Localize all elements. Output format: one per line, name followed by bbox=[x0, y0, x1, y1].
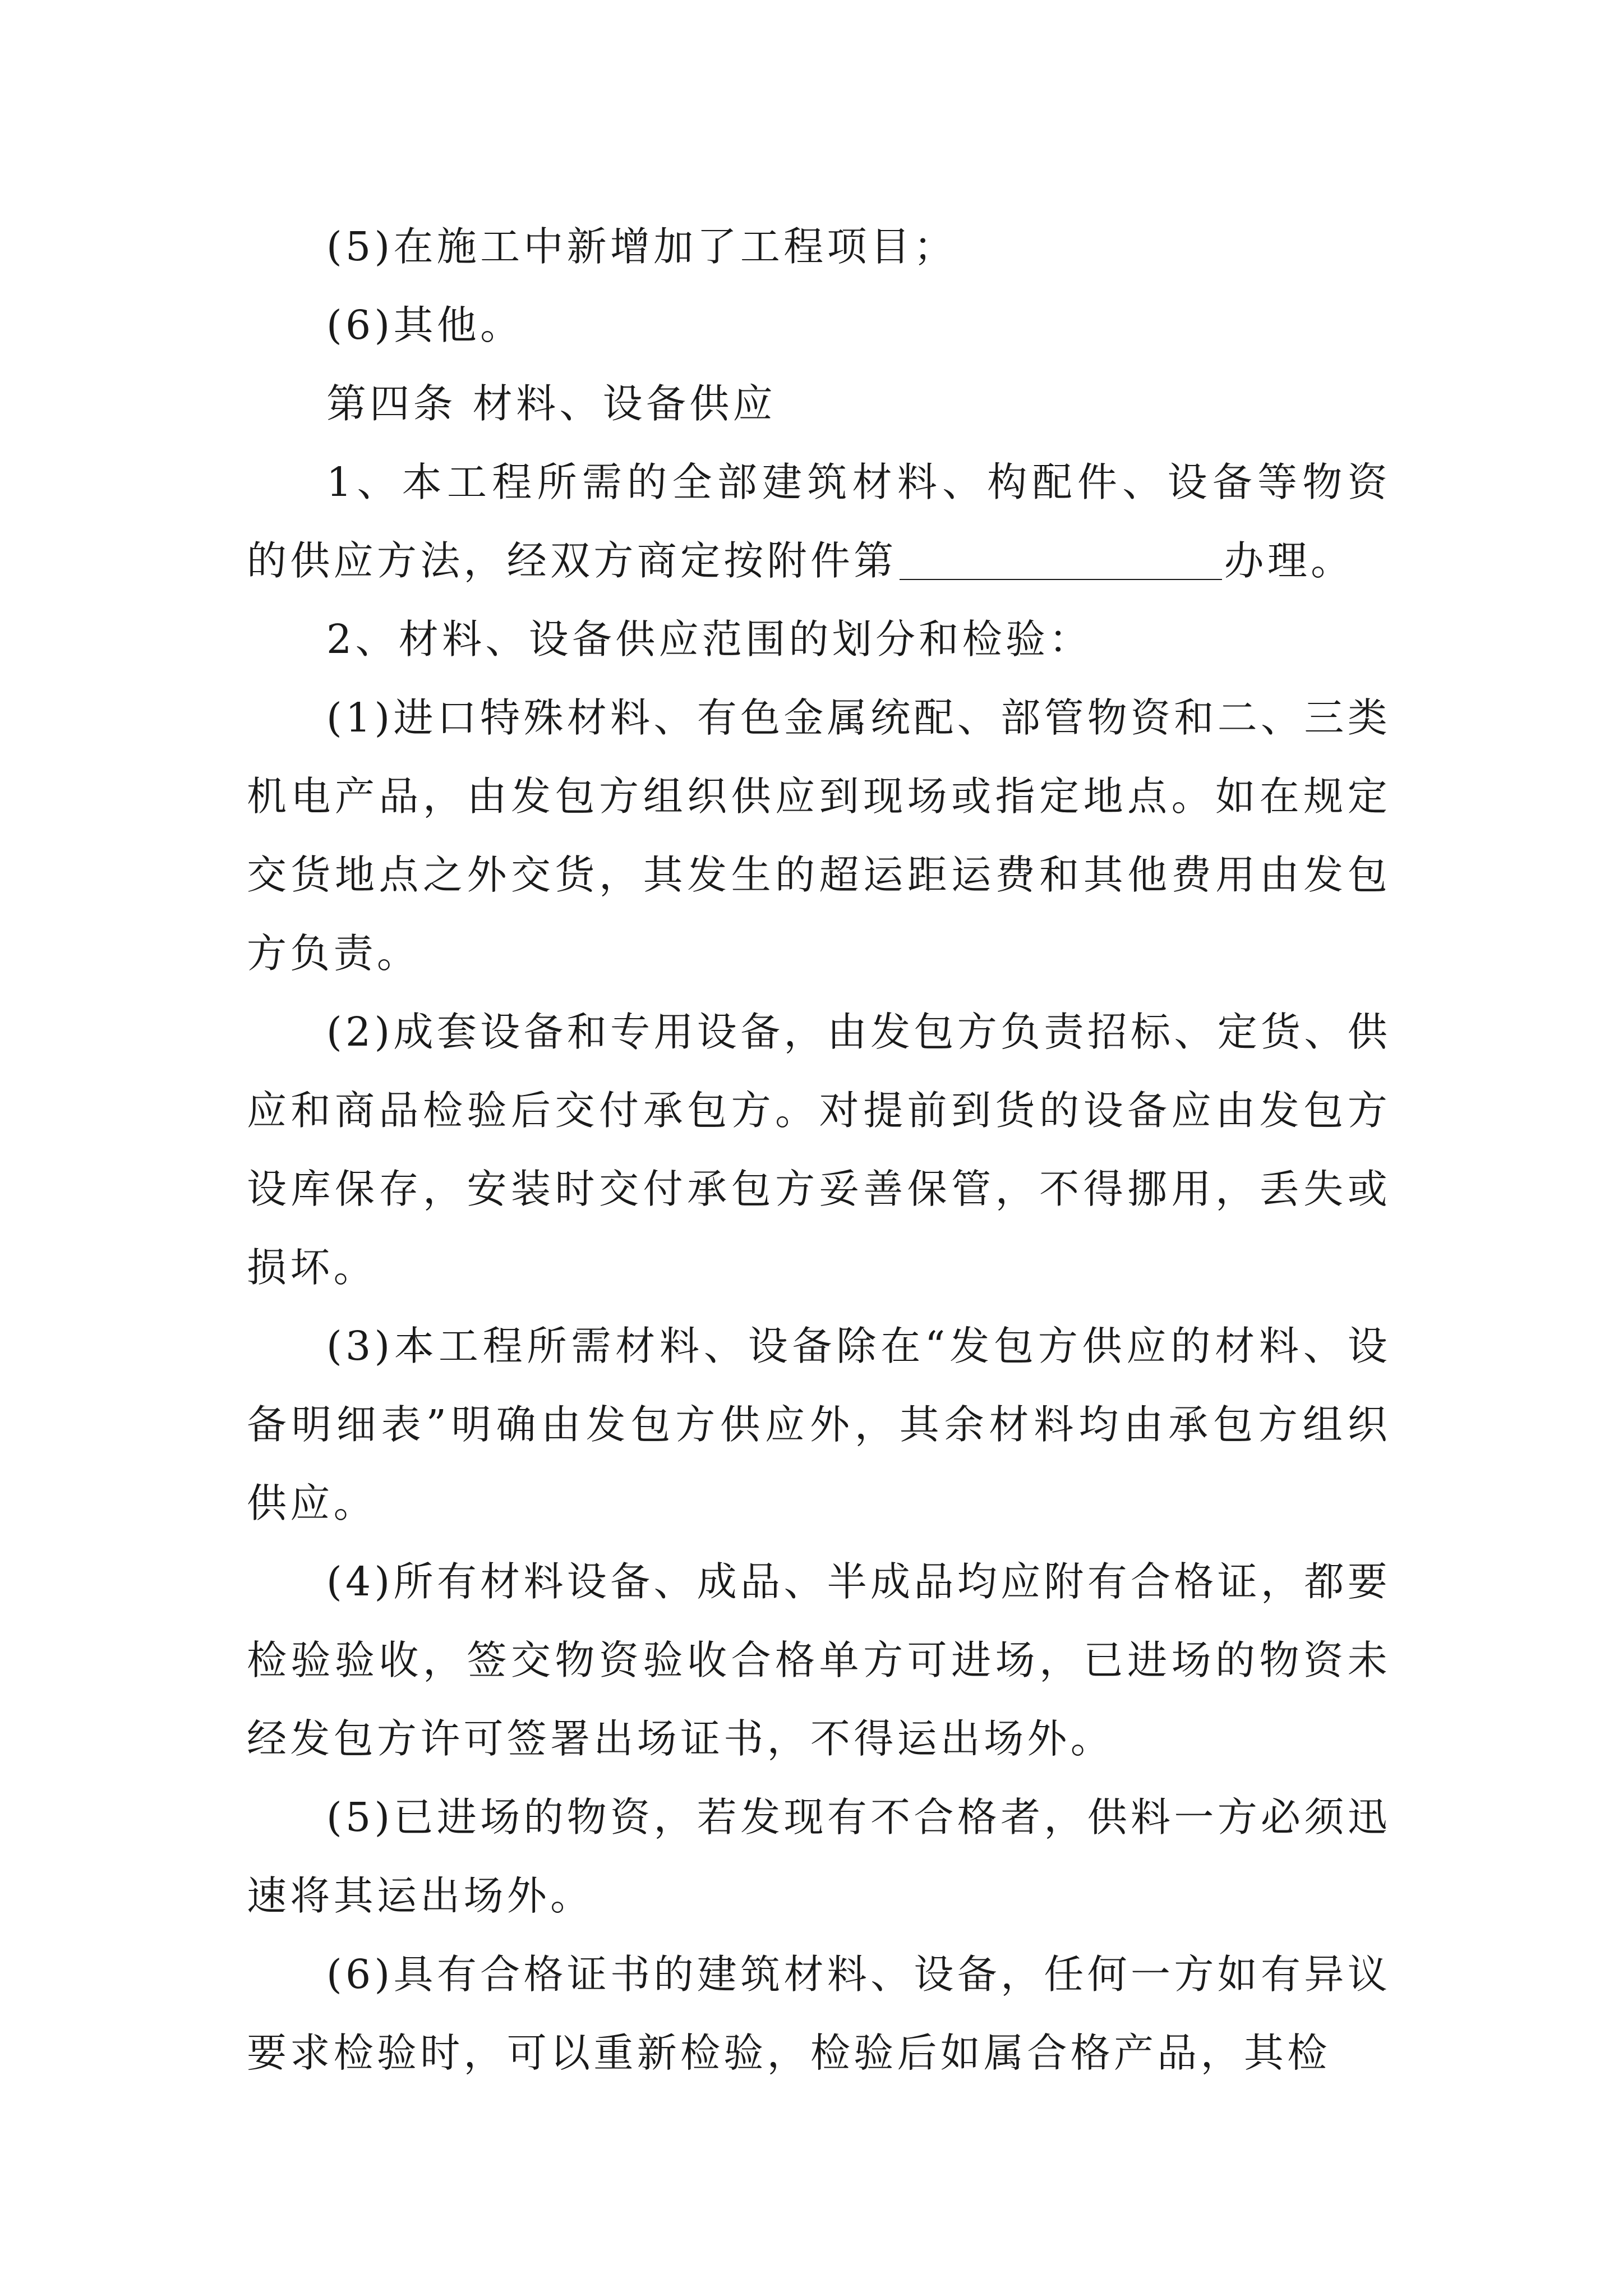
fill-in-blank-line bbox=[900, 542, 1222, 580]
paragraph-clause-2: 2、材料、设备供应范围的划分和检验： bbox=[326, 616, 1092, 662]
paragraph-clause-2-6: (6)具有合格证书的建筑材料、设备，任何一方如有异议要求检验时，可以重新检验，检验后如属合格产品，其检 bbox=[247, 1951, 1391, 2076]
clause-1-text-before: 1、本工程所需的全部建筑材料、构配件、设备等物资的供应方法，经双方商定按附件第 bbox=[247, 459, 1391, 584]
paragraph-clause-2-2: (2)成套设备和专用设备，由发包方负责招标、定货、供应和商品检验后交付承包方。对提前到货的设备应由发包方设库保存，安装时交付承包方妥善保管，不得挪用，丢失或损坏。 bbox=[247, 1009, 1391, 1291]
paragraph-clause-1 bbox=[247, 443, 1391, 600]
paragraph-clause-2-3: (3)本工程所需材料、设备除在“发包方供应的材料、设备明细表”明确由发包方供应外，其余材料均由承包方组织供应。 bbox=[247, 1323, 1391, 1526]
paragraph-clause-2-5: (5)已进场的物资，若发现有不合格者，供料一方必须迅速将其运出场外。 bbox=[247, 1794, 1391, 1919]
document-body bbox=[247, 208, 1391, 2092]
paragraph-clause-2-4: (4)所有材料设备、成品、半成品均应附有合格证，都要检验验收，签交物资验收合格单方可进场，已进场的物资未经发包方许可签署出场证书，不得运出场外。 bbox=[247, 1558, 1391, 1762]
article-heading: 第四条 材料、设备供应 bbox=[326, 380, 776, 427]
clause-1-text-after: 办理。 bbox=[1224, 537, 1354, 584]
paragraph-clause-2-1: (1)进口特殊材料、有色金属统配、部管物资和二、三类机电产品，由发包方组织供应到现场或指定地点。如在规定交货地点之外交货，其发生的超运距运费和其他费用由发包方负责。 bbox=[247, 694, 1391, 977]
paragraph-item-5: (5)在施工中新增加了工程项目； bbox=[326, 223, 957, 270]
paragraph-item-6: (6)其他。 bbox=[326, 302, 524, 348]
